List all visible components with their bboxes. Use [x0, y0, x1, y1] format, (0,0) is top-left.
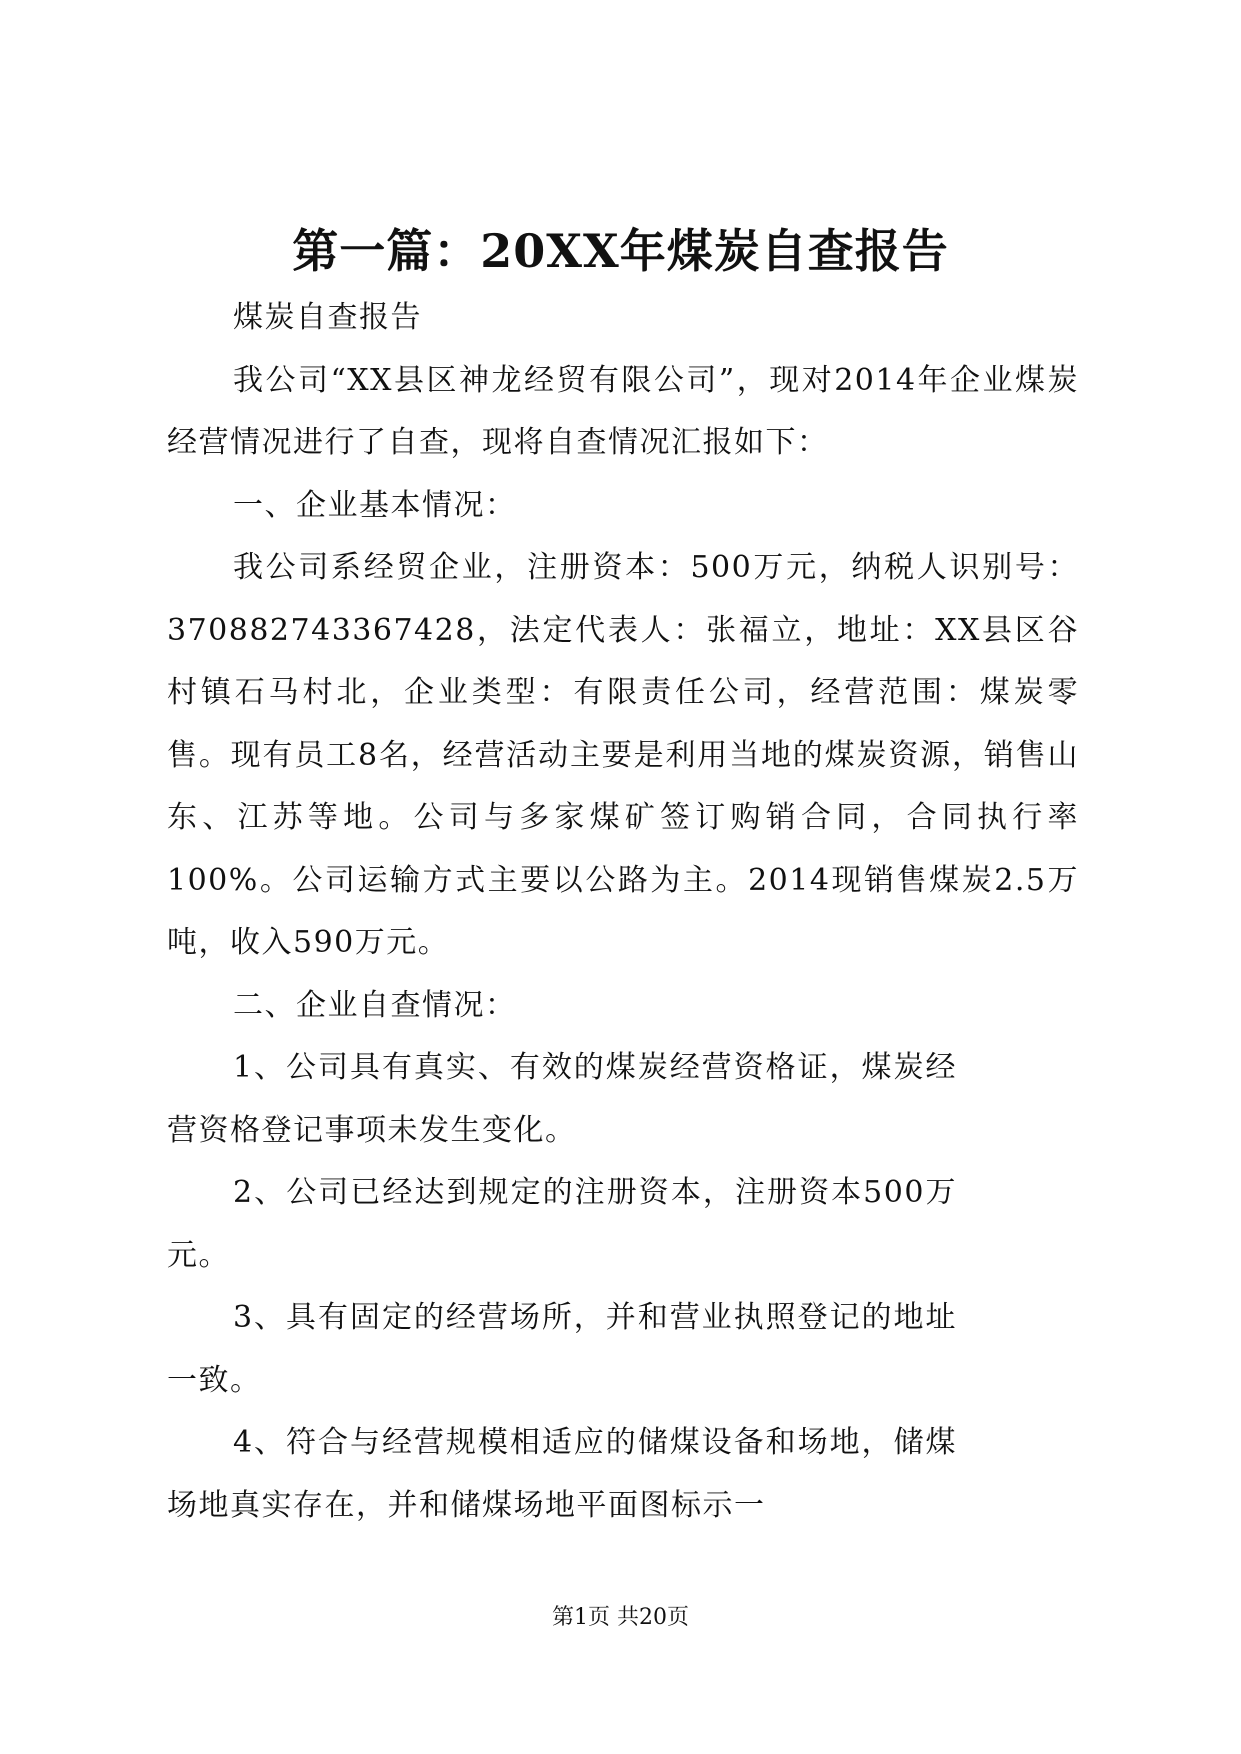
page-footer: 第1页 共20页 [552, 1605, 689, 1630]
section-heading-self-check: 二、企业自查情况： [233, 987, 517, 1023]
paragraph-basic-info: 我公司系经贸企业，注册资本：500万元，纳税人识别号：370882743367428，法定代表人：张福立，地址：XX县区谷村镇石马村北，企业类型：有限责任公司，经营范围：煤炭零售。现有员工8名，经营活动主要是利用当地的煤炭资源，销售山东、江苏等地。公司与多家煤矿签订购销合同，合同执行率100%。公司运输方式主要以公路为主。2014现销售煤炭2.5万吨，收入590万元。 [167, 550, 1079, 960]
document-title: 第一篇：20XX年煤炭自查报告 [292, 224, 949, 278]
list-item: 1、公司具有真实、有效的煤炭经营资格证，煤炭经营资格登记事项未发生变化。 [167, 1050, 957, 1148]
document-body [167, 287, 1079, 1537]
list-item: 2、公司已经达到规定的注册资本，注册资本500万元。 [167, 1175, 957, 1273]
list-item: 3、具有固定的经营场所，并和营业执照登记的地址一致。 [167, 1300, 957, 1398]
self-check-items [167, 1037, 957, 1537]
list-item: 4、符合与经营规模相适应的储煤设备和场地，储煤场地真实存在，并和储煤场地平面图标示一 [167, 1425, 957, 1523]
paragraph-subtitle: 煤炭自查报告 [233, 300, 422, 335]
section-heading-basic-info: 一、企业基本情况： [233, 487, 517, 523]
paragraph-intro: 我公司“XX县区神龙经贸有限公司”，现对2014年企业煤炭经营情况进行了自查，现将自查情况汇报如下： [167, 362, 1079, 460]
